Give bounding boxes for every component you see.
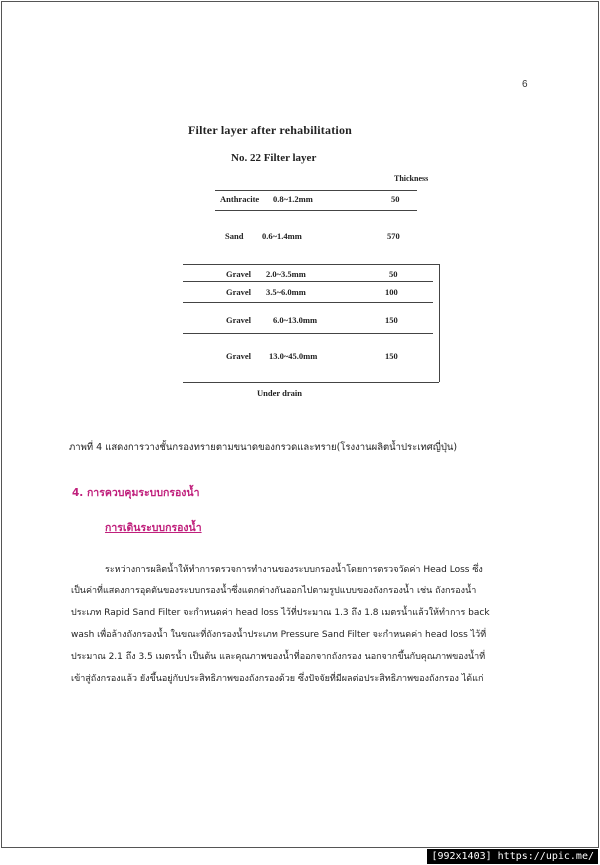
layer-divider (183, 302, 433, 303)
layer-material: Gravel (226, 287, 252, 297)
paragraph-line: เป็นค่าที่แสดงการอุดตันของระบบกรองน้ำซึ่งแตกต่างกันออกไปตามรูปแบบของถังกรองน้ำ เช่น ถังกรองน้ำ (71, 586, 477, 596)
layer-size: 3.5~6.0mm (266, 287, 306, 297)
layer-divider (183, 281, 433, 282)
section-heading: 4. การควบคุมระบบกรองน้ำ (72, 487, 200, 499)
paragraph-line: ประเภท Rapid Sand Filter จะกำหนดค่า head loss ไว้ที่ประมาณ 1.3 ถึง 1.8 เมตรน้ำแล้วให้ทำการ back (71, 608, 490, 618)
layer-thickness: 150 (385, 351, 398, 361)
layer-thickness: 100 (385, 287, 398, 297)
layer-divider (183, 333, 433, 334)
figure-subtitle: No. 22 Filter layer (231, 152, 317, 164)
figure-caption: ภาพที่ 4 แสดงการวางชั้นกรองทรายตามขนาดของกรวดและทราย(โรงงานผลิตน้ำประเทศญี่ปุ่น) (69, 442, 458, 453)
layer-material: Gravel (226, 315, 252, 325)
watermark-label: [992x1403] https://upic.me/ (427, 849, 598, 864)
filter-layer-figure (175, 118, 447, 408)
layer-divider (215, 210, 417, 211)
layer-thickness: 570 (387, 231, 400, 241)
layer-divider (183, 382, 439, 383)
page-number: 6 (522, 79, 528, 90)
layer-thickness: 150 (385, 315, 398, 325)
layer-divider (183, 264, 433, 265)
layer-material: Gravel (226, 269, 252, 279)
paragraph-line: เข้าสู่ถังกรองแล้ว ยังขึ้นอยู่กับประสิทธิภาพของถังกรองด้วย ซึ่งปัจจัยที่มีผลต่อประสิทธิภาพของถังกรอง ได้แก่ (71, 674, 484, 684)
figure-title: Filter layer after rehabilitation (188, 123, 353, 137)
under-drain-text: Under drain (257, 388, 302, 398)
layer-size: 0.8~1.2mm (273, 194, 313, 204)
layer-size: 13.0~45.0mm (269, 351, 318, 361)
paragraph-line: ประมาณ 2.1 ถึง 3.5 เมตรน้ำ เป็นต้น และคุณภาพของน้ำที่ออกจากถังกรอง นอกจากขึ้นกับคุณภาพของน้ำที่ (71, 652, 486, 662)
layer-material: Anthracite (220, 194, 260, 204)
thickness-header: Thickness (394, 174, 429, 183)
layer-size: 2.0~3.5mm (266, 269, 306, 279)
subsection-heading: การเดินระบบกรองน้ำ (105, 522, 202, 534)
layer-thickness: 50 (391, 194, 400, 204)
layer-size: 6.0~13.0mm (273, 315, 318, 325)
paragraph-line: ระหว่างการผลิตน้ำให้ทำการตรวจการทำงานของระบบกรองน้ำโดยการตรวจวัดค่า Head Loss ซึ่ง (105, 565, 483, 575)
layer-divider (215, 190, 417, 191)
paragraph-line: wash เพื่อล้างถังกรองน้ำ ในขณะที่ถังกรองน้ำประเภท Pressure Sand Filter จะกำหนดค่า head loss ไว้ที่ (71, 630, 487, 640)
layer-material: Sand (225, 231, 244, 241)
layer-material: Gravel (226, 351, 252, 361)
bracket-side (439, 264, 440, 382)
layer-size: 0.6~1.4mm (262, 231, 302, 241)
layer-thickness: 50 (389, 269, 398, 279)
